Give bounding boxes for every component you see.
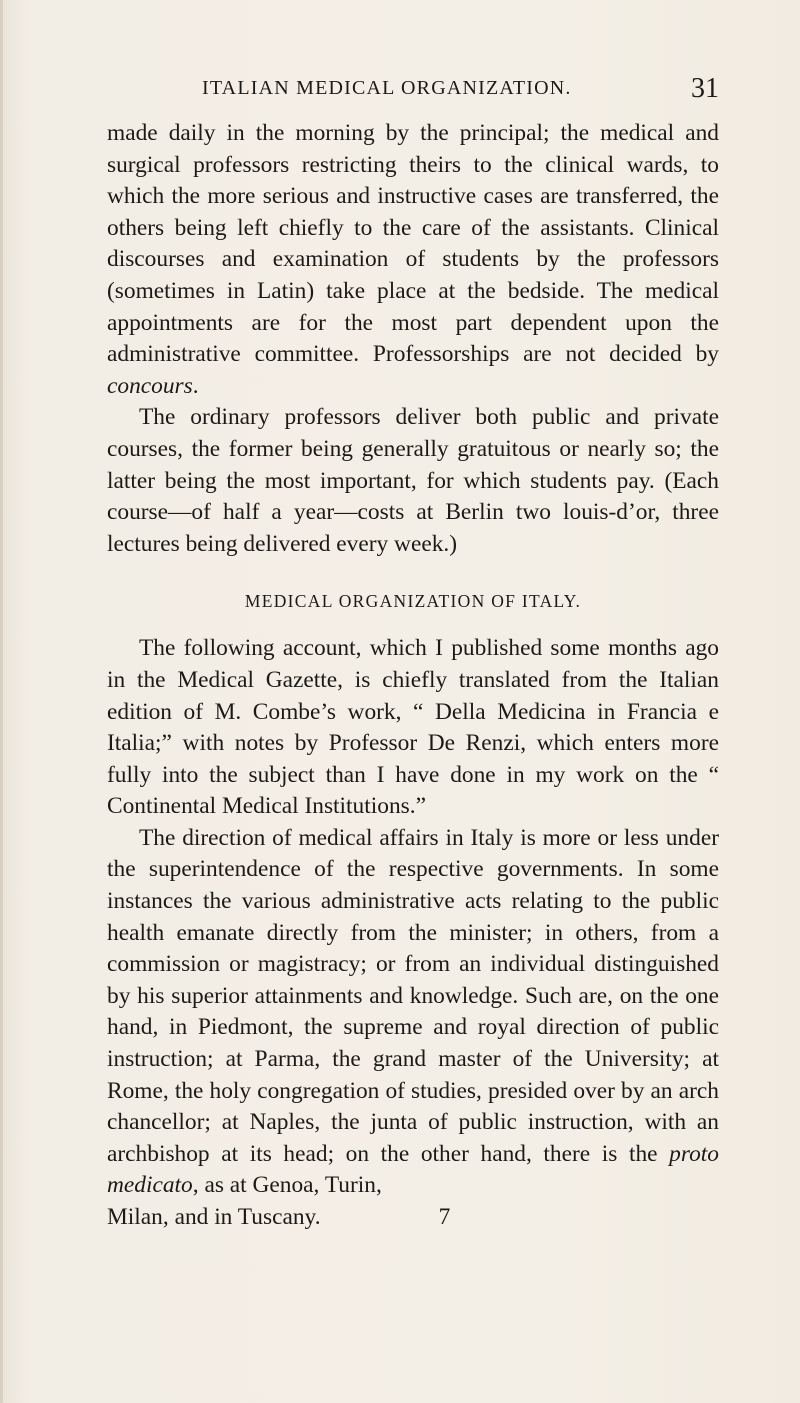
paragraph-text: , as at Genoa, Turin, — [192, 1172, 382, 1199]
last-line-text: Milan, and in Tuscany. — [107, 1204, 321, 1230]
section-heading: MEDICAL ORGANIZATION OF ITALY. — [244, 591, 582, 612]
signature-mark: 7 — [438, 1204, 451, 1230]
page-number: 31 — [691, 73, 719, 104]
page-gutter-edge — [0, 0, 3, 1403]
paragraph-continued — [107, 118, 719, 402]
paragraph-text: The direction of medical affairs in Italy is more or less under the superintendence of the respective governments. In some instances the various administrative acts relating to the public health emanate directly from the minister; in others, from a commission or magistracy; or from an individual distinguished by his superior attainments and knowledge. Such are, on the one hand, in Piedmont, the supreme and royal direction of public instruction; at Parma, the grand master of the University; at Rome, the holy congregation of studies, presided over by an arch chancellor; at Naples, the junta of public instruction, with an archbishop at its head; on the other hand, there is the — [107, 824, 719, 1167]
running-title: ITALIAN MEDICAL ORGANIZATION. — [202, 77, 572, 99]
italic-term: proto medicato — [107, 1140, 719, 1199]
last-line — [107, 1202, 719, 1234]
paragraph-account: The following account, which I published some months ago in the Medical Gazette, is chiefly translated from the Italian edition of M. Combe’s work, “ Della Medicina in Francia e Italia;” with notes by Professor De Renzi, which enters more fully into the subject than I have done in my work on the “ Continental Medical Institutions.” — [107, 635, 719, 820]
paragraph-text: . — [192, 372, 199, 399]
paragraph-direction — [107, 823, 719, 1202]
paragraph-courses: The ordinary professors deliver both public and private courses, the former being generally gratuitous or nearly so; the latter being the most important, for which students pay. (Each course—of half a year—costs at Berlin two louis-d’or, three lectures being delivered every week.) — [107, 404, 719, 557]
italic-term: concours — [107, 372, 193, 399]
body-text — [107, 118, 719, 1234]
running-head — [107, 73, 719, 107]
paragraph-text: made daily in the morning by the principal; the medical and surgical professors restricting theirs to the clinical wards, to which the more serious and instructive cases are transferred, the others being left chiefly to the care of the assistants. Clinical discourses and examination of students by the professors (sometimes in Latin) take place at the bedside. The medical appointments are for the most part dependent upon the administrative committee. Professorships are not decided by — [107, 120, 719, 368]
